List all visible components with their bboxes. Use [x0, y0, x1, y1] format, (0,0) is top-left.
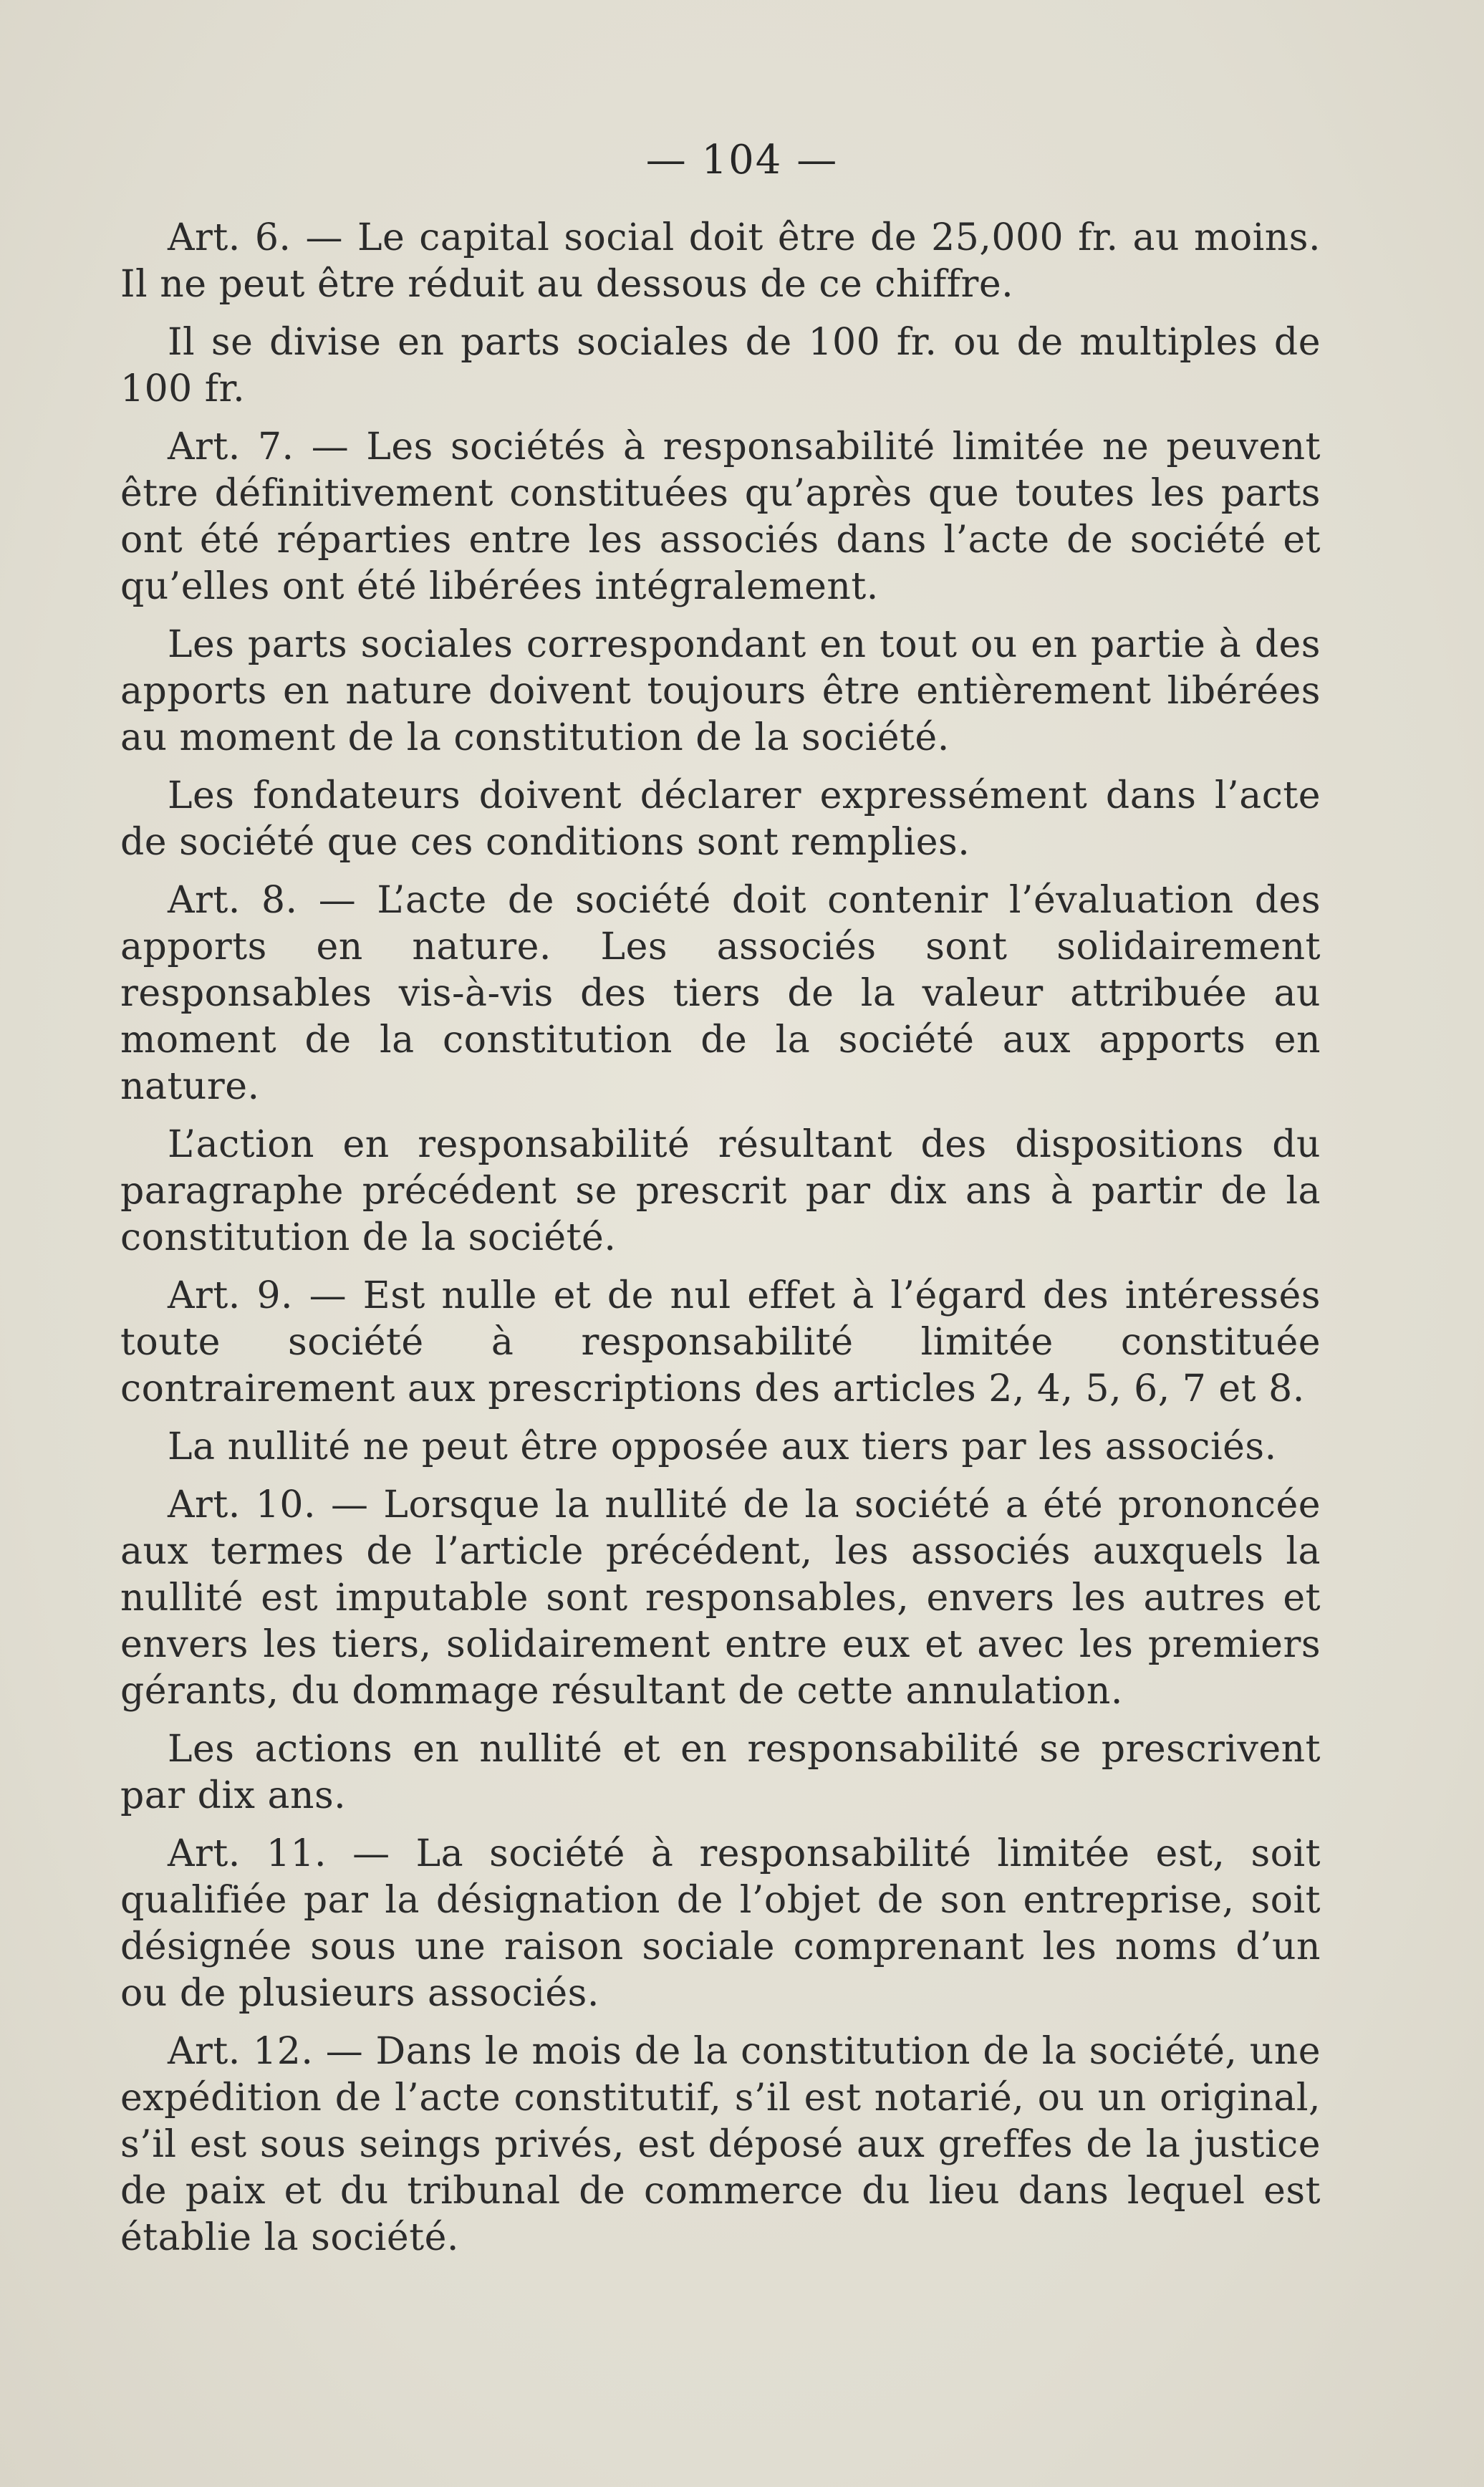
- paragraph-nullite-tiers: La nullité ne peut être opposée aux tiers par les associés.: [168, 1425, 1277, 1468]
- paragraph-apports-nature: Les parts sociales correspondant en tout ou en partie à des apports en nature doivent toujours être entièrement libérées au moment de la constitution de la société.: [120, 623, 1321, 759]
- paragraph-actions-nullite: Les actions en nullité et en responsabilité se prescrivent par dix ans.: [120, 1728, 1321, 1817]
- paragraph-parts-sociales: Il se divise en parts sociales de 100 fr. ou de multiples de 100 fr.: [120, 321, 1321, 410]
- paragraph-art-7: Art. 7. — Les sociétés à responsabilité limitée ne peuvent être définitivement constituées qu’après que toutes les parts ont été réparties entre les associés dans l’acte de société et qu’elles ont été libérées intégralement.: [120, 425, 1321, 608]
- paragraph-art-9: Art. 9. — Est nulle et de nul effet à l’égard des intéressés toute société à responsabilité limitée constituée contrairement aux prescriptions des articles 2, 4, 5, 6, 7 et 8.: [120, 1274, 1321, 1410]
- paragraph-art-8: Art. 8. — L’acte de société doit contenir l’évaluation des apports en nature. Les associés sont solidairement responsables vis-à-vis des tiers de la valeur attribuée au moment de la constitution de la société aux apports en nature.: [120, 879, 1321, 1108]
- paragraph-art-11: Art. 11. — La société à responsabilité limitée est, soit qualifiée par la désignation de l’objet de son entreprise, soit désignée sous une raison sociale comprenant les noms d’un ou de plusieurs associés.: [120, 1832, 1321, 2015]
- paragraph-art-10: Art. 10. — Lorsque la nullité de la société a été prononcée aux termes de l’article précédent, les associés auxquels la nullité est imputable sont responsables, envers les autres et envers les tiers, solidairement entre eux et avec les premiers gérants, du dommage résultant de cette annulation.: [120, 1483, 1321, 1713]
- page-number: — 104 —: [645, 137, 839, 183]
- paragraph-art-12: Art. 12. — Dans le mois de la constitution de la société, une expédition de l’acte constitutif, s’il est notarié, ou un original, s’il est sous seings privés, est déposé aux greffes de la justice de paix et du tribunal de commerce du lieu dans lequel est établie la société.: [120, 2030, 1321, 2259]
- body-text: [120, 215, 1321, 2273]
- paragraph-art-6: Art. 6. — Le capital social doit être de 25,000 fr. au moins. Il ne peut être réduit au dessous de ce chiffre.: [120, 216, 1321, 306]
- paragraph-action-responsabilite: L’action en responsabilité résultant des dispositions du paragraphe précédent se prescrit par dix ans à partir de la constitution de la société.: [120, 1123, 1321, 1259]
- paragraph-fondateurs: Les fondateurs doivent déclarer expressément dans l’acte de société que ces conditions sont remplies.: [120, 774, 1321, 864]
